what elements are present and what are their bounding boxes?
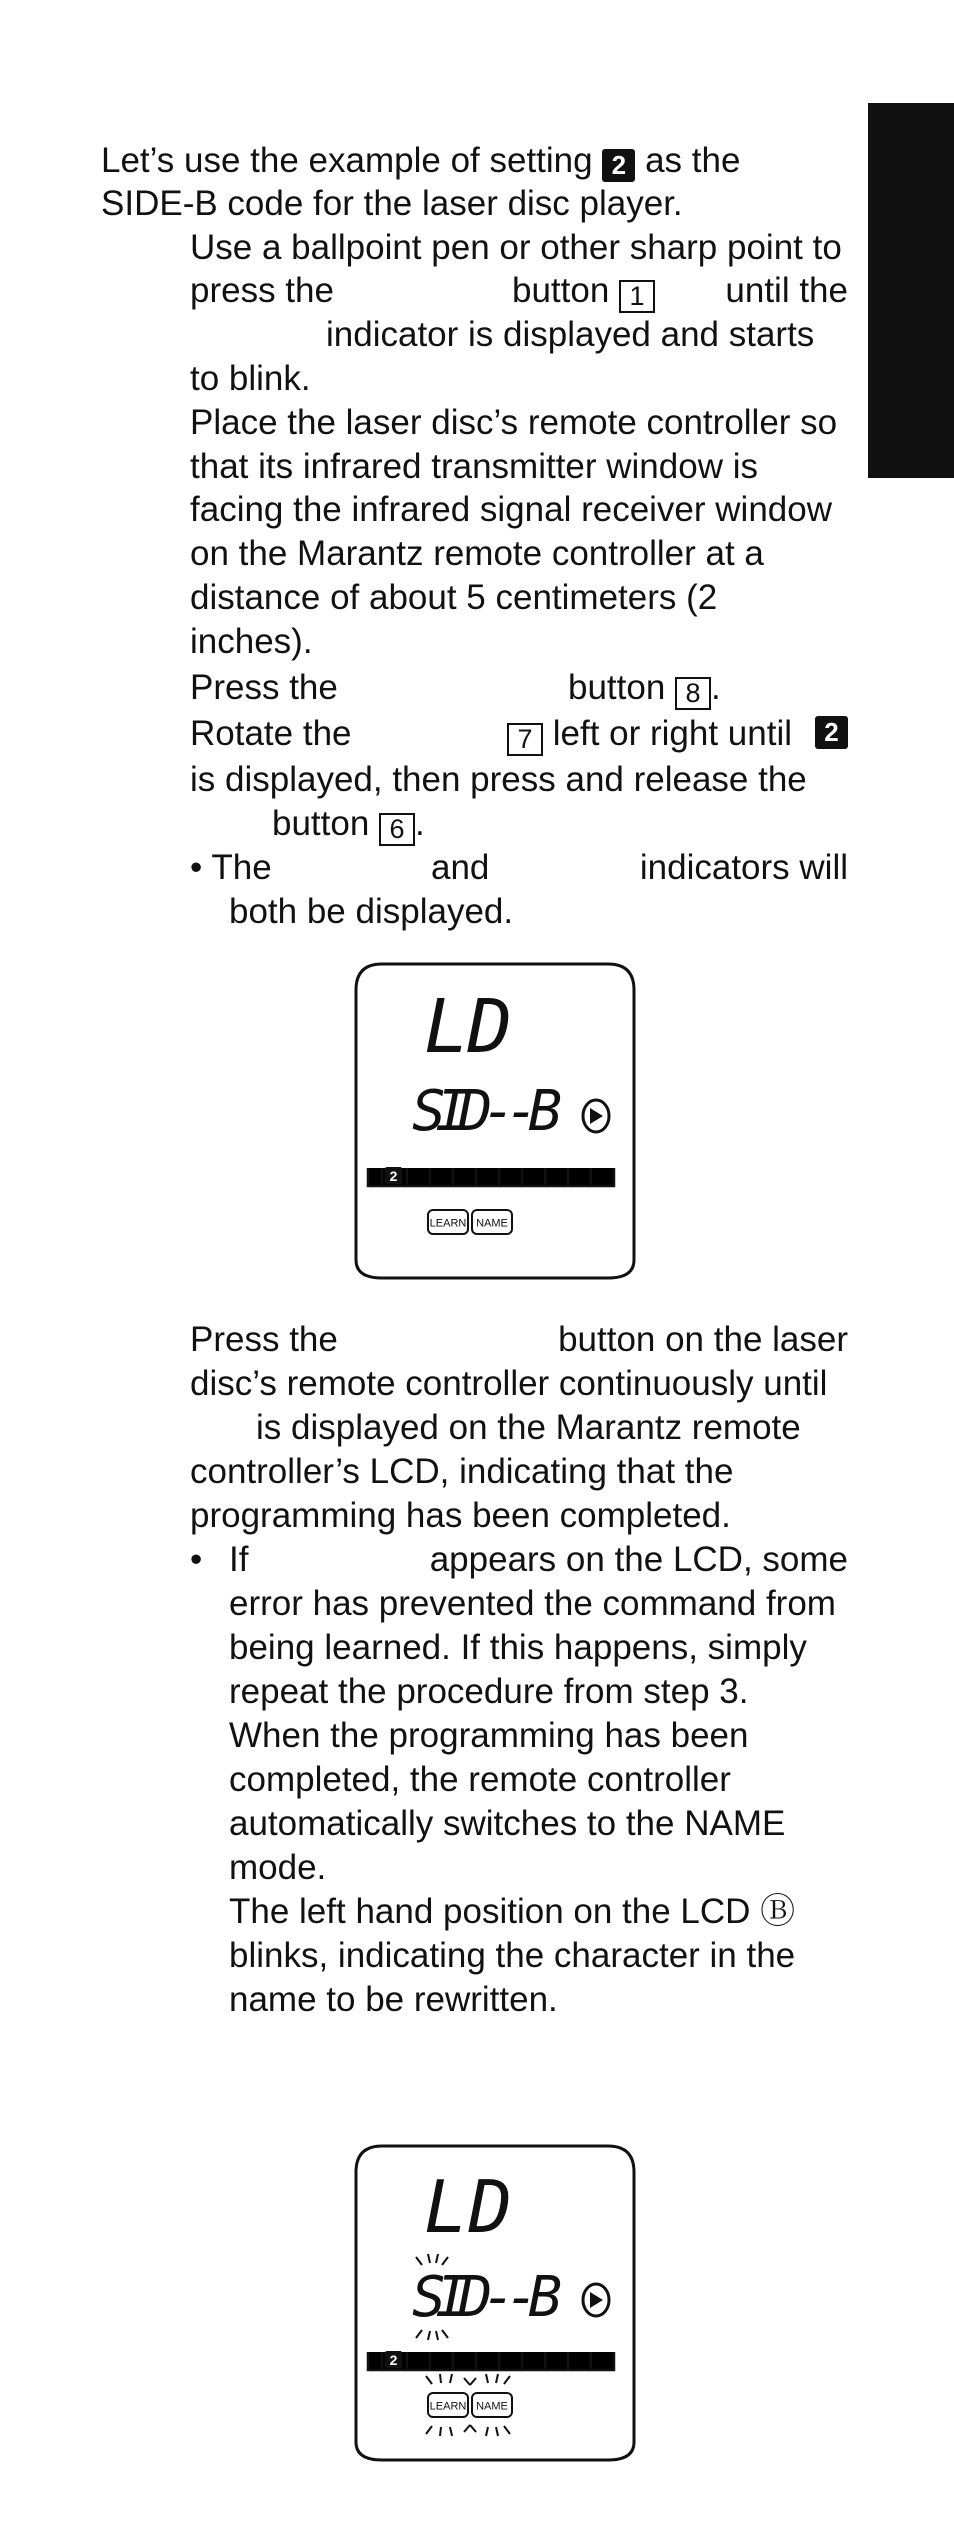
step6-line-2: completed, the remote controller (229, 1760, 731, 1799)
step1-line-1: Use a ballpoint pen or other sharp point to (190, 228, 842, 267)
step4-line-1: Rotate the 7 left or right until 2 (190, 712, 848, 755)
bullet2-line-3: being learned. If this happens, simply (229, 1628, 807, 1667)
bullet1-line-2: both be displayed. (229, 892, 514, 931)
step5-line-3: is displayed on the Marantz remote (256, 1408, 801, 1447)
step7-line-3: name to be rewritten. (229, 1980, 558, 2019)
lcd-main-text: SID--B (412, 1079, 562, 1144)
step2-line-2: that its infrared transmitter window is (190, 447, 758, 486)
lcd-main-text: SID--B (412, 2265, 562, 2330)
ref-box-7: 7 (507, 723, 543, 756)
code-number-badge: 2 (602, 149, 635, 182)
step3-line: Press the button 8 . (190, 668, 721, 708)
step2-line-6: inches). (190, 622, 313, 661)
svg-text:LEARN: LEARN (429, 1217, 467, 1230)
step1-line-2: press the button 1 until the (190, 271, 848, 311)
step4-line-3: button 6 . (272, 804, 425, 844)
lcd-number-text: 2 (389, 1168, 398, 1184)
bullet1-line-1: • The and indicators will (190, 848, 848, 887)
ref-box-8: 8 (675, 677, 711, 710)
lcd-top-text: LD (424, 2165, 512, 2249)
ref-box-1: 1 (619, 280, 655, 313)
step5-line-5: programming has been completed. (190, 1496, 731, 1535)
bullet2-line-4: repeat the procedure from step 3. (229, 1672, 749, 1711)
play-icon (583, 2284, 609, 2316)
segment-scale (368, 2352, 614, 2370)
intro-line-1: Let’s use the example of setting 2 as the (101, 141, 741, 180)
step5-line-2: disc’s remote controller continuously until (190, 1364, 828, 1403)
step2-line-5: distance of about 5 centimeters (2 (190, 578, 718, 617)
svg-text:NAME: NAME (476, 1217, 508, 1230)
lcd-display-illustration (352, 960, 638, 1282)
step7-line-2: blinks, indicating the character in the (229, 1936, 796, 1975)
segment-scale (368, 1168, 614, 1186)
ref-box-6: 6 (379, 813, 415, 846)
lcd-top-text: LD (424, 984, 512, 1070)
step1-line-3: indicator is displayed and starts (326, 315, 815, 354)
step2-line-1: Place the laser disc’s remote controller so (190, 403, 838, 442)
step1-line-4: to blink. (190, 359, 311, 398)
lcd-display-blinking-illustration (352, 2142, 638, 2466)
step6-line-3: automatically switches to the NAME (229, 1804, 786, 1843)
intro-line-2: SIDE-B code for the laser disc player. (101, 184, 683, 223)
bullet2-line-2: error has prevented the command from (229, 1584, 836, 1623)
step5-line-4: controller’s LCD, indicating that the (190, 1452, 734, 1491)
bullet2-line-1: • If appears on the LCD, some (190, 1540, 848, 1579)
step7-line-1: The left hand position on the LCD Ⓑ (229, 1892, 796, 1931)
step4-line-2: is displayed, then press and release the (190, 760, 807, 799)
step2-line-3: facing the infrared signal receiver window (190, 490, 832, 529)
code-number-badge: 2 (815, 716, 848, 749)
step2-line-4: on the Marantz remote controller at a (190, 534, 764, 573)
step6-line-1: When the programming has been (229, 1716, 749, 1755)
step5-line-1: Press the button on the laser (190, 1320, 848, 1359)
section-tab (868, 103, 954, 478)
svg-text:LEARN: LEARN (429, 2400, 467, 2413)
play-icon (583, 1100, 609, 1132)
step6-line-4: mode. (229, 1848, 327, 1887)
lcd-number-text: 2 (389, 2352, 398, 2368)
svg-text:NAME: NAME (476, 2400, 508, 2413)
